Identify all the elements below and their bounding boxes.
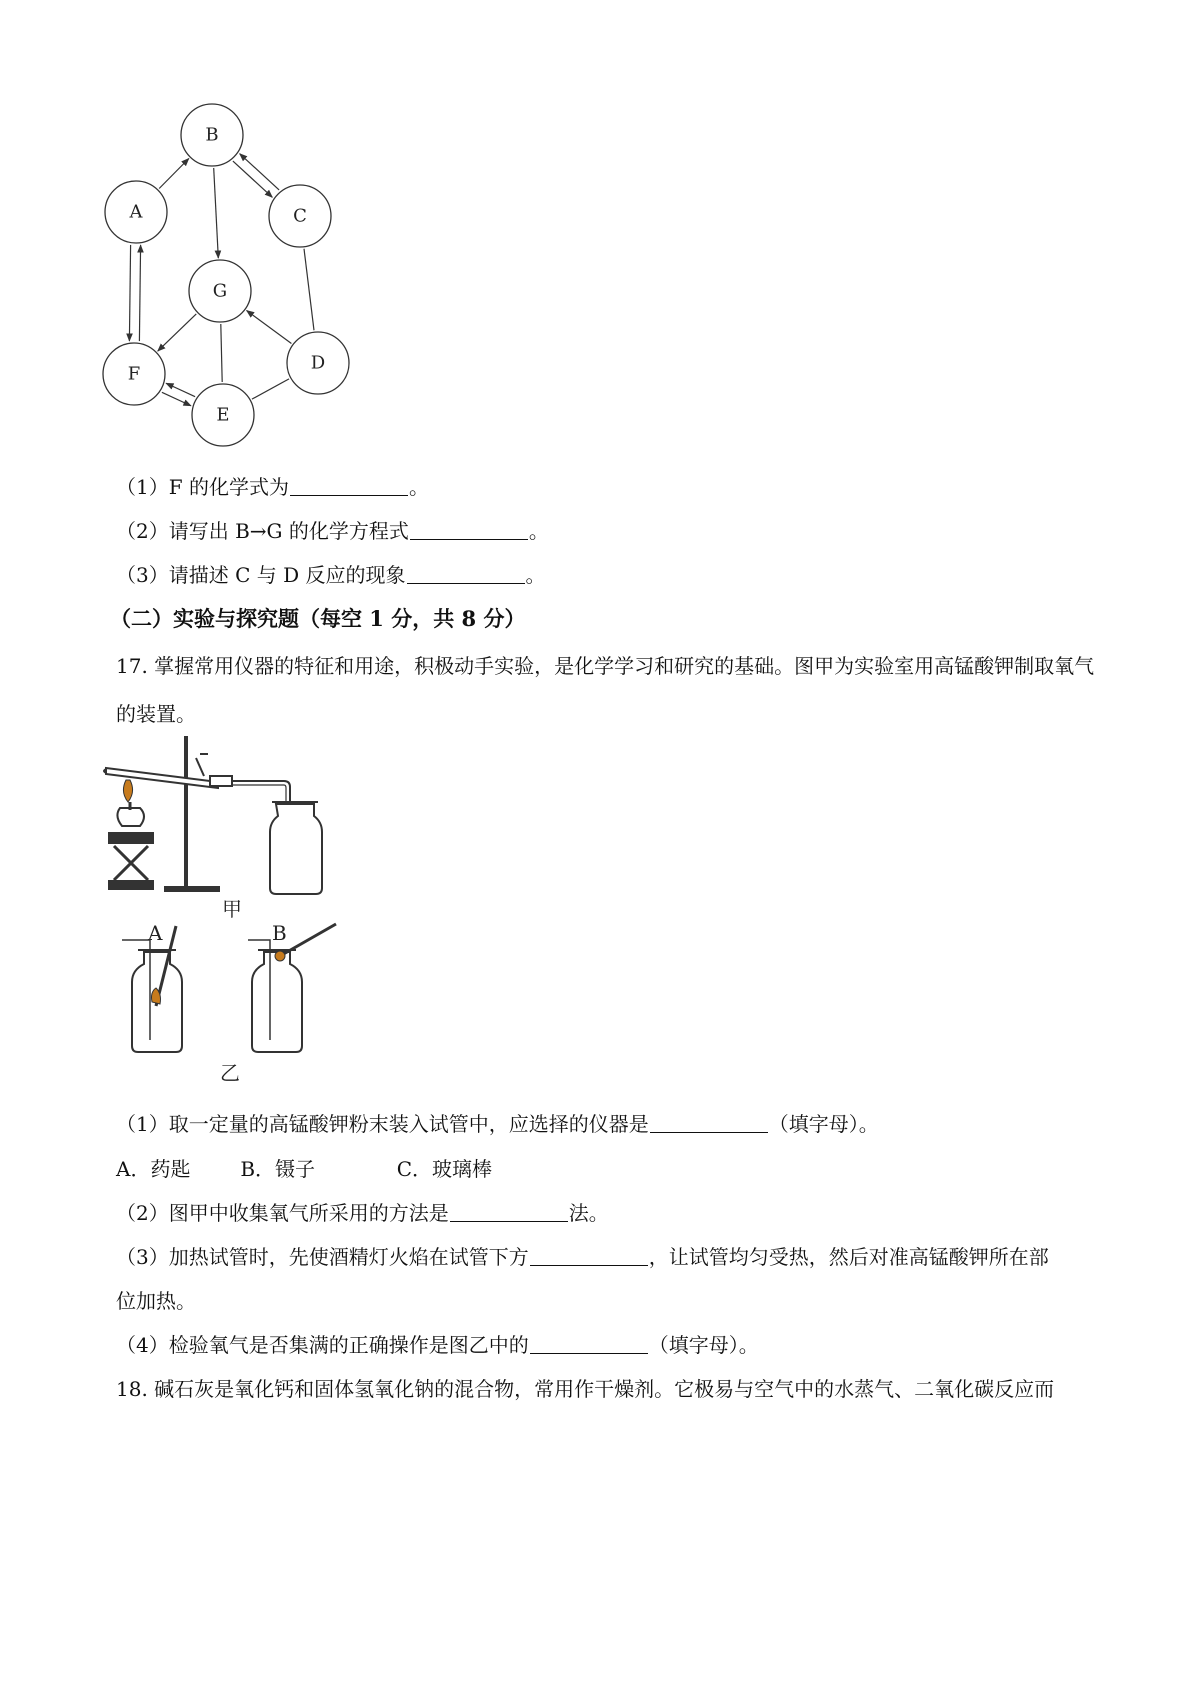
q16-part2-text: （2）请写出 B→G 的化学方程式 — [116, 519, 409, 543]
node-g — [189, 260, 251, 322]
q18-stem-text: 碱石灰是氧化钙和固体氢氧化钠的混合物，常用作干燥剂。它极易与空气中的水蒸气、二氧化碳反应而 — [154, 1377, 1055, 1401]
node-label: B — [205, 124, 219, 146]
edge-f-e-back — [166, 383, 195, 396]
q17-part3-continued: 位加热。 — [116, 1289, 196, 1313]
q16-part1-text: （1）F 的化学式为 — [116, 475, 289, 499]
node-f — [103, 343, 165, 405]
q17-part3-text: （3）加热试管时，先使酒精灯火焰在试管下方 — [116, 1245, 529, 1269]
edge-d-e — [252, 379, 289, 399]
q17-part4-end: （填字母）。 — [648, 1333, 759, 1357]
q17-part1 — [116, 1110, 879, 1138]
q16-part2 — [116, 517, 549, 545]
q16-part3-text: （3）请描述 C 与 D 反应的现象 — [116, 563, 406, 587]
question-number: 17. — [116, 654, 148, 678]
q16-part2-end: 。 — [528, 519, 549, 543]
q17-options — [116, 1155, 492, 1183]
answer-blank[interactable] — [410, 519, 528, 540]
q17-part2-text: （2）图甲中收集氧气所采用的方法是 — [116, 1201, 449, 1225]
answer-blank[interactable] — [530, 1333, 648, 1354]
q17-part1-end: （填字母）。 — [768, 1112, 879, 1136]
node-a — [105, 181, 167, 243]
test-tube — [103, 754, 232, 788]
option-c[interactable]: C．玻璃棒 — [396, 1157, 493, 1181]
figure-label-b: B — [272, 921, 287, 945]
q16-part3 — [116, 561, 546, 589]
q17-part3 — [116, 1243, 1049, 1271]
q17-part2 — [116, 1199, 609, 1227]
q17-part2-end: 法。 — [568, 1201, 609, 1225]
figure-label-yi: 乙 — [220, 1061, 240, 1085]
answer-blank[interactable] — [450, 1201, 568, 1222]
q16-part1-end: 。 — [408, 475, 429, 499]
edge-f-e-forward — [162, 392, 191, 405]
edge-b-g — [214, 168, 219, 258]
node-c — [269, 185, 331, 247]
answer-blank[interactable] — [530, 1245, 648, 1266]
q17-part3-end: ，让试管均匀受热，然后对准高锰酸钾所在部 — [648, 1245, 1049, 1269]
q17-part1-text: （1）取一定量的高锰酸钾粉末装入试管中，应选择的仪器是 — [116, 1112, 649, 1136]
option-b[interactable]: B．镊子 — [240, 1157, 316, 1181]
edge-g-f — [158, 314, 197, 351]
edge-c-d — [304, 249, 314, 330]
collection-bottle — [270, 802, 322, 894]
q16-part1 — [116, 473, 429, 501]
node-label: G — [212, 280, 228, 302]
edge-d-g — [247, 311, 292, 344]
edge-b-c-forward — [233, 161, 272, 197]
q17-stem — [116, 642, 1096, 738]
edge-a-b — [159, 158, 189, 188]
edge-g-e — [221, 324, 222, 382]
answer-blank[interactable] — [290, 475, 408, 496]
edge-a-f-forward — [129, 245, 130, 341]
q18-stem — [116, 1365, 1096, 1413]
figure-label-jia: 甲 — [222, 897, 242, 921]
substance-relation-diagram — [90, 95, 370, 465]
alcohol-lamp — [108, 780, 154, 890]
edge-b-c-back — [240, 154, 279, 190]
section-heading: （二）实验与探究题（每空 1 分，共 8 分） — [110, 606, 526, 631]
apparatus-figure — [100, 730, 360, 1090]
iron-stand — [164, 736, 220, 892]
q17-part4 — [116, 1331, 759, 1359]
node-e — [192, 384, 254, 446]
edge-a-f-back — [139, 245, 140, 341]
q17-stem-text: 掌握常用仪器的特征和用途，积极动手实验，是化学学习和研究的基础。图甲为实验室用高锰酸钾制取氧气的装置。 — [116, 654, 1095, 726]
node-label: C — [293, 205, 307, 227]
answer-blank[interactable] — [407, 563, 525, 584]
node-b — [181, 104, 243, 166]
node-label: F — [127, 363, 141, 385]
q16-part3-end: 。 — [525, 563, 546, 587]
figure-label-a: A — [148, 921, 163, 945]
node-label: A — [129, 201, 143, 223]
question-number: 18. — [116, 1377, 148, 1401]
node-d — [287, 332, 349, 394]
q17-part4-text: （4）检验氧气是否集满的正确操作是图乙中的 — [116, 1333, 529, 1357]
node-label: D — [310, 352, 326, 374]
bottle-a — [122, 921, 182, 1052]
bottle-b — [248, 921, 336, 1052]
answer-blank[interactable] — [650, 1112, 768, 1133]
option-a[interactable]: A．药匙 — [116, 1157, 191, 1181]
node-label: E — [216, 404, 230, 426]
